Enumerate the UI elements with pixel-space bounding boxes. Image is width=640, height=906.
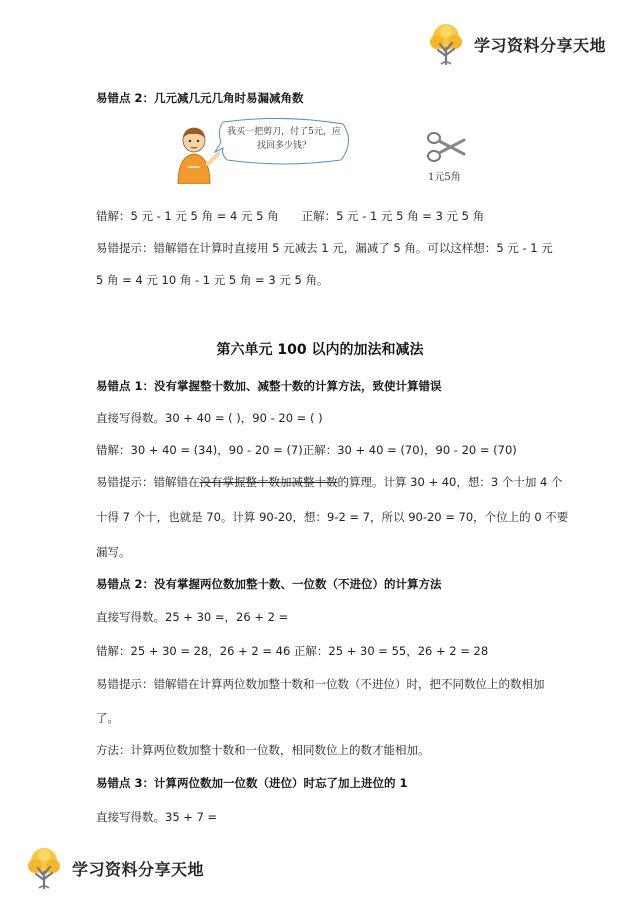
- hint-1-suffix: 的算理。计算 30 + 40，想：3 个十加 4 个: [337, 475, 563, 489]
- wrong-right-1: 错解：30 + 40 = (34)，90 - 20 = (7)正解：30 + 40 = (70)，90 - 20 = (70): [96, 443, 517, 457]
- hint-1-prefix: 易错提示：错解错在: [96, 475, 200, 489]
- error-point-2-heading: 易错点 2：没有掌握两位数加整十数、一位数（不进位）的计算方法: [96, 577, 442, 591]
- speech-bubble-text: 我买一把剪刀，付了5元，应找回多少钱？: [227, 127, 341, 151]
- brand-name-bottom: 学习资料分享天地: [72, 859, 205, 879]
- hint-line-1: 易错提示：错解错在计算时直接用 5 元减去 1 元，漏减了 5 角。可以这样想：5 元 - 1 元: [96, 241, 553, 255]
- hint-1-line-1: [96, 474, 562, 490]
- wrong-right-2: 错解：25 + 30 = 28，26 + 2 = 46 正解：25 + 30 = 55，26 + 2 = 28: [96, 644, 489, 658]
- exercise-1: 直接写得数。30 + 40 = ( )，90 - 20 = ( ): [96, 411, 323, 425]
- error-point-1-heading: 易错点 1：没有掌握整十数加、减整十数的计算方法，致使计算错误: [96, 379, 442, 393]
- wrong-and-right-answer: 错解：5 元 - 1 元 5 角 = 4 元 5 角 正解：5 元 - 1 元 5 角 = 3 元 5 角: [96, 209, 485, 223]
- tree-logo-icon: [22, 846, 66, 890]
- hint-2-line-2: 了。: [96, 711, 119, 725]
- hint-1-line-3: 漏写。: [96, 545, 131, 559]
- exercise-2: 直接写得数。25 + 30 =，26 + 2 =: [96, 610, 289, 624]
- hint-1-struck: 没有掌握整十数加减整十数: [199, 475, 338, 489]
- hint-line-2: 5 角 = 4 元 10 角 - 1 元 5 角 = 3 元 5 角。: [96, 273, 329, 287]
- price-label: 1元5角: [428, 172, 461, 183]
- unit-heading: 第六单元 100 以内的加法和减法: [216, 342, 424, 358]
- hint-2-line-1: 易错提示：错解错在计算两位数加整十数和一位数（不进位）时，把不同数位上的数相加: [96, 677, 545, 691]
- exercise-3: 直接写得数。35 + 7 =: [96, 810, 218, 824]
- tree-logo-icon: [424, 22, 468, 66]
- method-line: 方法：计算两位数加整十数和一位数，相同数位上的数才能相加。: [96, 743, 430, 757]
- hint-1-line-2: 十得 7 个十，也就是 70。计算 90-20，想：9-2 = 7，所以 90-20 = 70，个位上的 0 不要: [96, 510, 569, 524]
- error-point-3-heading: 易错点 3：计算两位数加一位数（进位）时忘了加上进位的 1: [96, 776, 408, 790]
- brand-name-top: 学习资料分享天地: [474, 35, 607, 55]
- brand-logo-top: [424, 22, 606, 66]
- brand-logo-bottom: [22, 846, 204, 890]
- error-point-heading: 易错点 2：几元减几元几角时易漏减角数: [96, 91, 304, 105]
- scissors-icon: [426, 130, 466, 164]
